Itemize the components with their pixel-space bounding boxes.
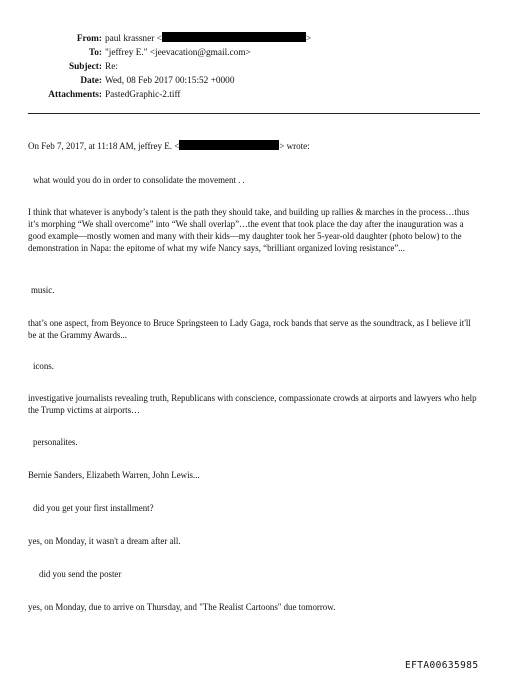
- subject-row: [0, 60, 512, 74]
- message-line: icons.: [33, 361, 54, 371]
- quote-attribution-end: > wrote:: [279, 141, 310, 151]
- redaction-block: [179, 140, 279, 150]
- redaction-block: [162, 32, 306, 42]
- message-paragraph: investigative journalists revealing truth, Republicans with conscience, compassionate crowds at airports and lawyers who help the Trump victims at airports…: [28, 393, 477, 415]
- message-line: what would you do in order to consolidate the movement . .: [33, 175, 245, 185]
- date-value: Wed, 08 Feb 2017 00:15:52 +0000: [105, 76, 235, 86]
- message-paragraph: I think that whatever is anybody’s talent is the path they should take, and building up rallies & marches in the process…thus it’s morphing “We shall overcome” into “We shall overlap”…the event that took place the day after the inauguration was a good example—mostly women and many with their kids—my daughter took her 5-year-old daughter (photo below) to the demonstration in Napa: the epitome of what my wife Nancy says, “brilliant organized loving resistance”...: [28, 207, 470, 253]
- from-name: paul krassner <: [105, 34, 162, 44]
- message-line: did you get your first installment?: [33, 503, 154, 513]
- message-line: yes, on Monday, it wasn't a dream after all.: [28, 536, 181, 546]
- from-row: [0, 32, 512, 46]
- attachments-row: [0, 88, 512, 102]
- date-label: Date:: [80, 76, 102, 86]
- attachments-value: PastedGraphic-2.tiff: [105, 90, 181, 100]
- message-line: did you send the poster: [39, 569, 122, 579]
- attachments-label: Attachments:: [48, 90, 102, 100]
- to-label: To:: [88, 48, 102, 58]
- message-line: yes, on Monday, due to arrive on Thursday, and "The Realist Cartoons" due tomorrow.: [28, 602, 336, 612]
- from-label: From:: [76, 34, 102, 44]
- message-line: music.: [31, 285, 55, 295]
- subject-label: Subject:: [68, 62, 102, 72]
- quote-attribution: [28, 140, 310, 152]
- message-line: personalites.: [33, 437, 78, 447]
- from-end: >: [305, 34, 312, 44]
- message-paragraph: that’s one aspect, from Beyonce to Bruce Springsteen to Lady Gaga, rock bands that serve as the soundtrack, as I believe it'll be at the Grammy Awards...: [28, 318, 471, 340]
- date-row: [0, 74, 512, 88]
- to-row: [0, 46, 512, 60]
- to-value: "jeffrey E." <jeevacation@gmail.com>: [105, 48, 251, 58]
- subject-value: Re:: [105, 62, 118, 72]
- message-line: Bernie Sanders, Elizabeth Warren, John Lewis...: [28, 470, 200, 480]
- header-divider: [28, 113, 480, 114]
- quote-attribution-text: On Feb 7, 2017, at 11:18 AM, jeffrey E. <: [28, 141, 180, 151]
- document-id: EFTA00635985: [405, 660, 479, 671]
- from-value: [105, 32, 311, 46]
